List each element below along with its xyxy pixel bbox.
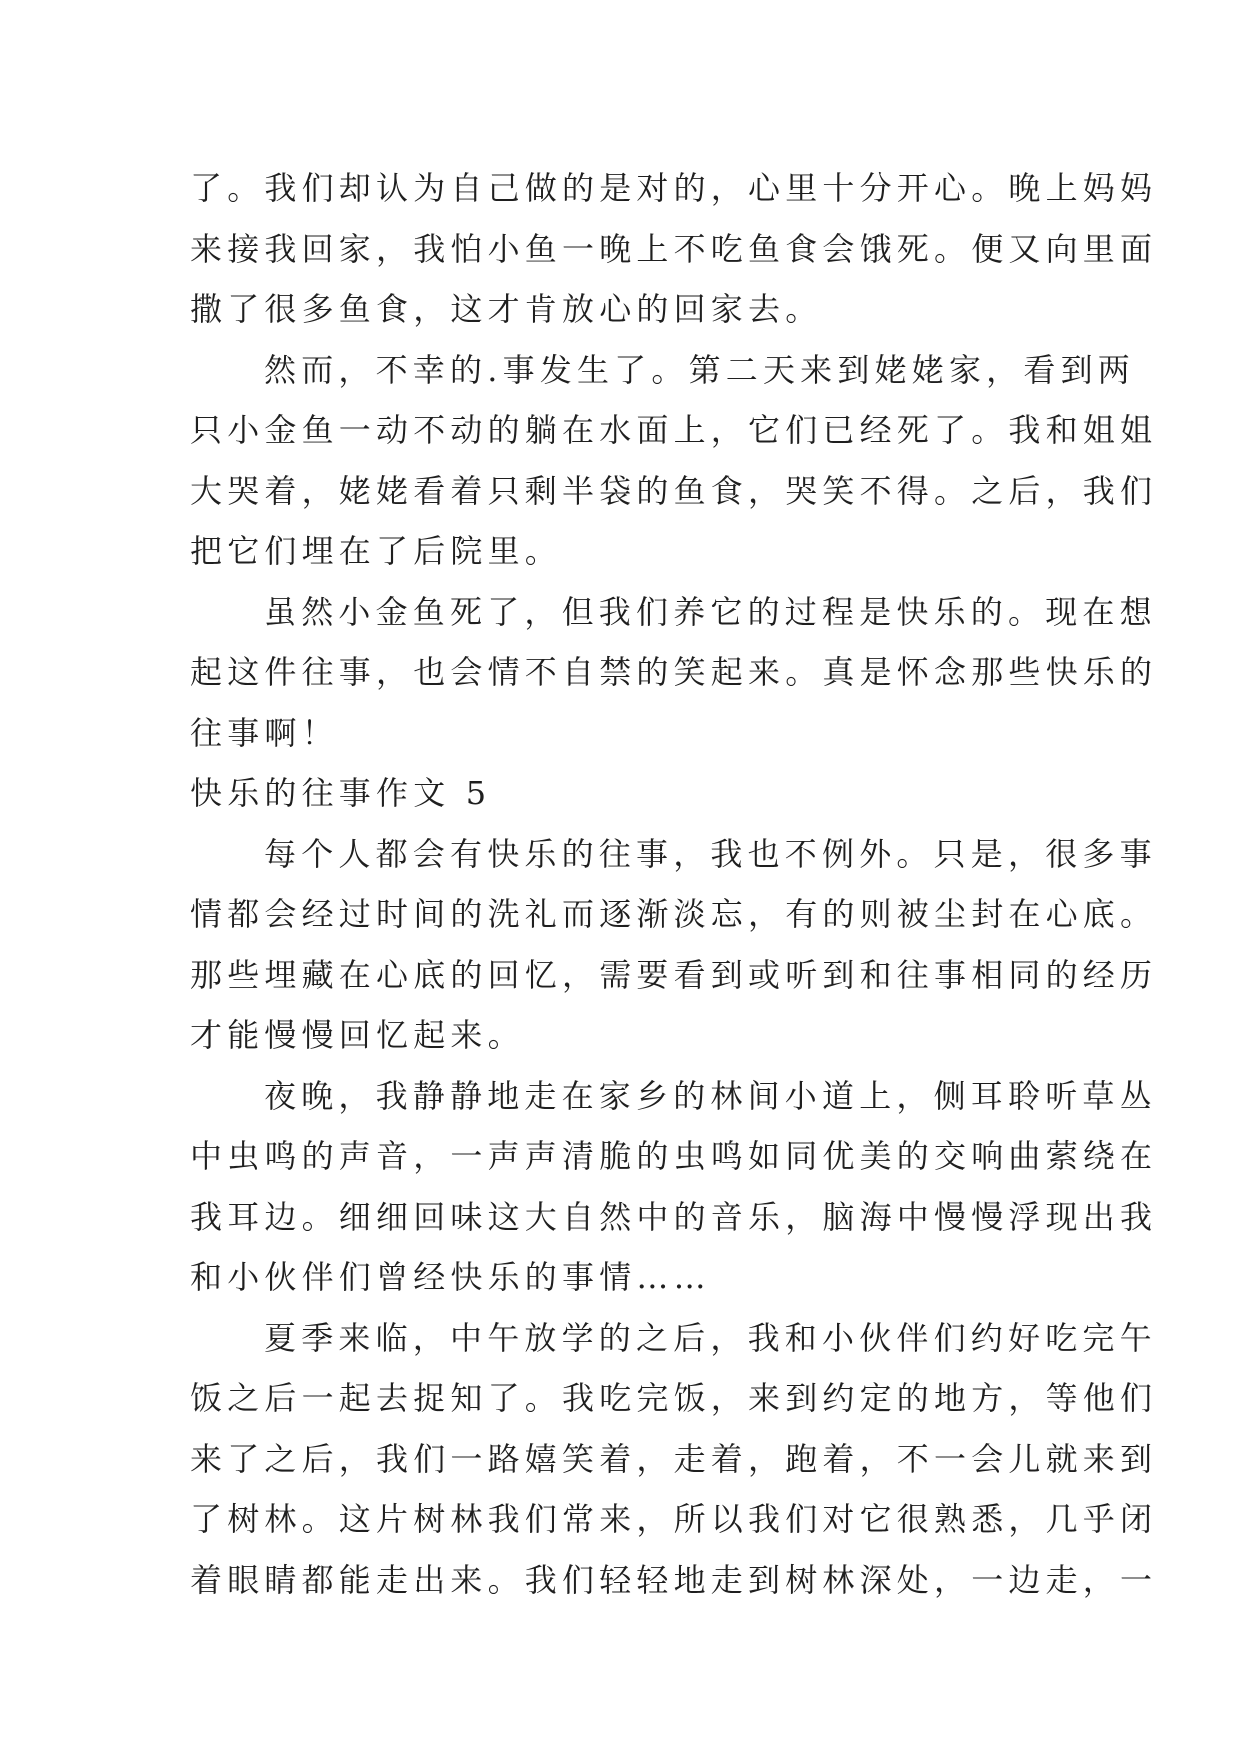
- text-line: 那些埋藏在心底的回忆，需要看到或听到和往事相同的经历: [190, 955, 1158, 994]
- text-line: 才能慢慢回忆起来。: [190, 1016, 525, 1054]
- text-line: 了。我们却认为自己做的是对的，心里十分开心。晚上妈妈: [190, 169, 1158, 207]
- text-line: 了树林。这片树林我们常来，所以我们对它很熟悉，几乎闭: [190, 1500, 1158, 1538]
- text-line: 往事啊！: [190, 713, 339, 752]
- essay-text: [190, 158, 1158, 1610]
- text-line: 情都会经过时间的洗礼而逐渐淡忘，有的则被尘封在心底。: [190, 895, 1158, 933]
- text-line: 着眼睛都能走出来。我们轻轻地走到树林深处，一边走，一: [190, 1560, 1158, 1599]
- text-line: 只小金鱼一动不动的躺在水面上，它们已经死了。我和姐姐: [190, 411, 1158, 449]
- text-line: 饭之后一起去捉知了。我吃完饭，来到约定的地方，等他们: [190, 1379, 1158, 1417]
- text-line-indented: 虽然小金鱼死了，但我们养它的过程是快乐的。现在想: [264, 592, 1157, 631]
- text-line: 起这件往事，也会情不自禁的笑起来。真是怀念那些快乐的: [190, 653, 1158, 691]
- text-line: 撒了很多鱼食，这才肯放心的回家去。: [190, 290, 823, 328]
- text-line: 和小伙伴们曾经快乐的事情……: [190, 1258, 711, 1296]
- text-line-indented: 夏季来临，中午放学的之后，我和小伙伴们约好吃完午: [264, 1318, 1157, 1357]
- text-line: 大哭着，姥姥看着只剩半袋的鱼食，哭笑不得。之后，我们: [190, 471, 1158, 510]
- text-line: 中虫鸣的声音，一声声清脆的虫鸣如同优美的交响曲萦绕在: [190, 1137, 1158, 1175]
- text-line-indented: 夜晚，我静静地走在家乡的林间小道上，侧耳聆听草丛: [264, 1076, 1157, 1115]
- text-line: 来接我回家，我怕小鱼一晚上不吃鱼食会饿死。便又向里面: [190, 229, 1158, 268]
- text-line: 来了之后，我们一路嬉笑着，走着，跑着，不一会儿就来到: [190, 1439, 1158, 1478]
- section-heading: 快乐的往事作文 5: [190, 774, 492, 812]
- text-line: 把它们埋在了后院里。: [190, 532, 563, 570]
- text-line: 我耳边。细细回味这大自然中的音乐，脑海中慢慢浮现出我: [190, 1197, 1158, 1236]
- text-line-indented: 然而，不幸的.事发生了。第二天来到姥姥家，看到两: [264, 350, 1135, 389]
- text-line-indented: 每个人都会有快乐的往事，我也不例外。只是，很多事: [264, 834, 1157, 873]
